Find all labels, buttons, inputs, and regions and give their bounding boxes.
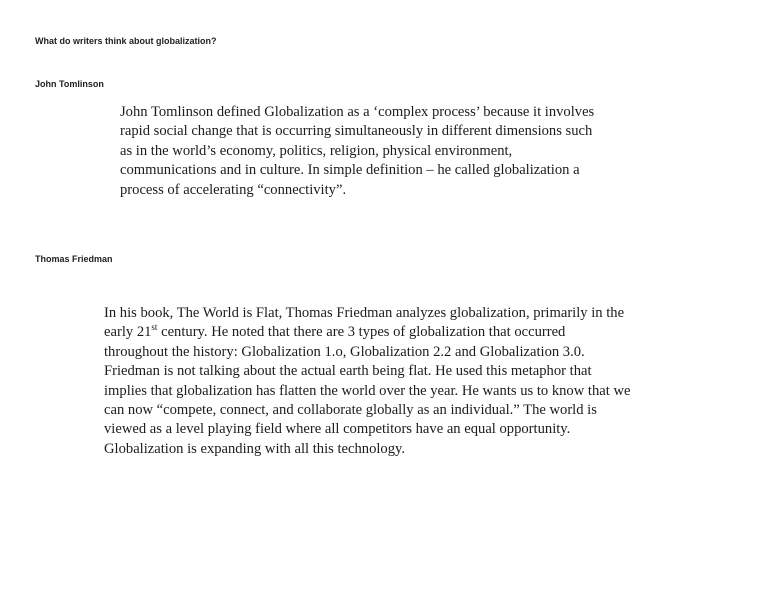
paragraph-line: can now “compete, connect, and collaborate globally as an individual.” The world is xyxy=(104,402,597,419)
ordinal-superscript: st xyxy=(151,322,158,333)
paragraph-line: rapid social change that is occurring simultaneously in different dimensions such xyxy=(120,123,593,140)
page-question-heading: What do writers think about globalization? xyxy=(35,36,217,46)
line-text-before-sup: early 21 xyxy=(104,324,152,341)
paragraph-line: viewed as a level playing field where all competitors have an equal opportunity. xyxy=(104,421,571,438)
author-heading-friedman: Thomas Friedman xyxy=(35,254,113,264)
author-heading-tomlinson: John Tomlinson xyxy=(35,79,104,89)
paragraph-line: implies that globalization has flatten the world over the year. He wants us to know that we xyxy=(104,382,631,399)
paragraph-line: process of accelerating “connectivity”. xyxy=(120,181,347,198)
tomlinson-paragraph xyxy=(120,103,594,200)
paragraph-line: throughout the history: Globalization 1.o, Globalization 2.2 and Globalization 3.0. xyxy=(104,343,585,360)
paragraph-line: Globalization is expanding with all this technology. xyxy=(104,440,406,457)
paragraph-line-with-superscript xyxy=(104,323,630,342)
paragraph-line: as in the world’s economy, politics, religion, physical environment, xyxy=(120,142,513,159)
friedman-paragraph xyxy=(104,304,630,459)
paragraph-line: Friedman is not talking about the actual earth being flat. He used this metaphor that xyxy=(104,363,592,380)
line-text-after-sup: century. He noted that there are 3 types of globalization that occurred xyxy=(157,324,566,341)
paragraph-line: communications and in culture. In simple definition – he called globalization a xyxy=(120,162,580,179)
paragraph-line: John Tomlinson defined Globalization as a ‘complex process’ because it involves xyxy=(120,104,595,120)
paragraph-line: In his book, The World is Flat, Thomas Friedman analyzes globalization, primarily in the xyxy=(104,305,625,321)
